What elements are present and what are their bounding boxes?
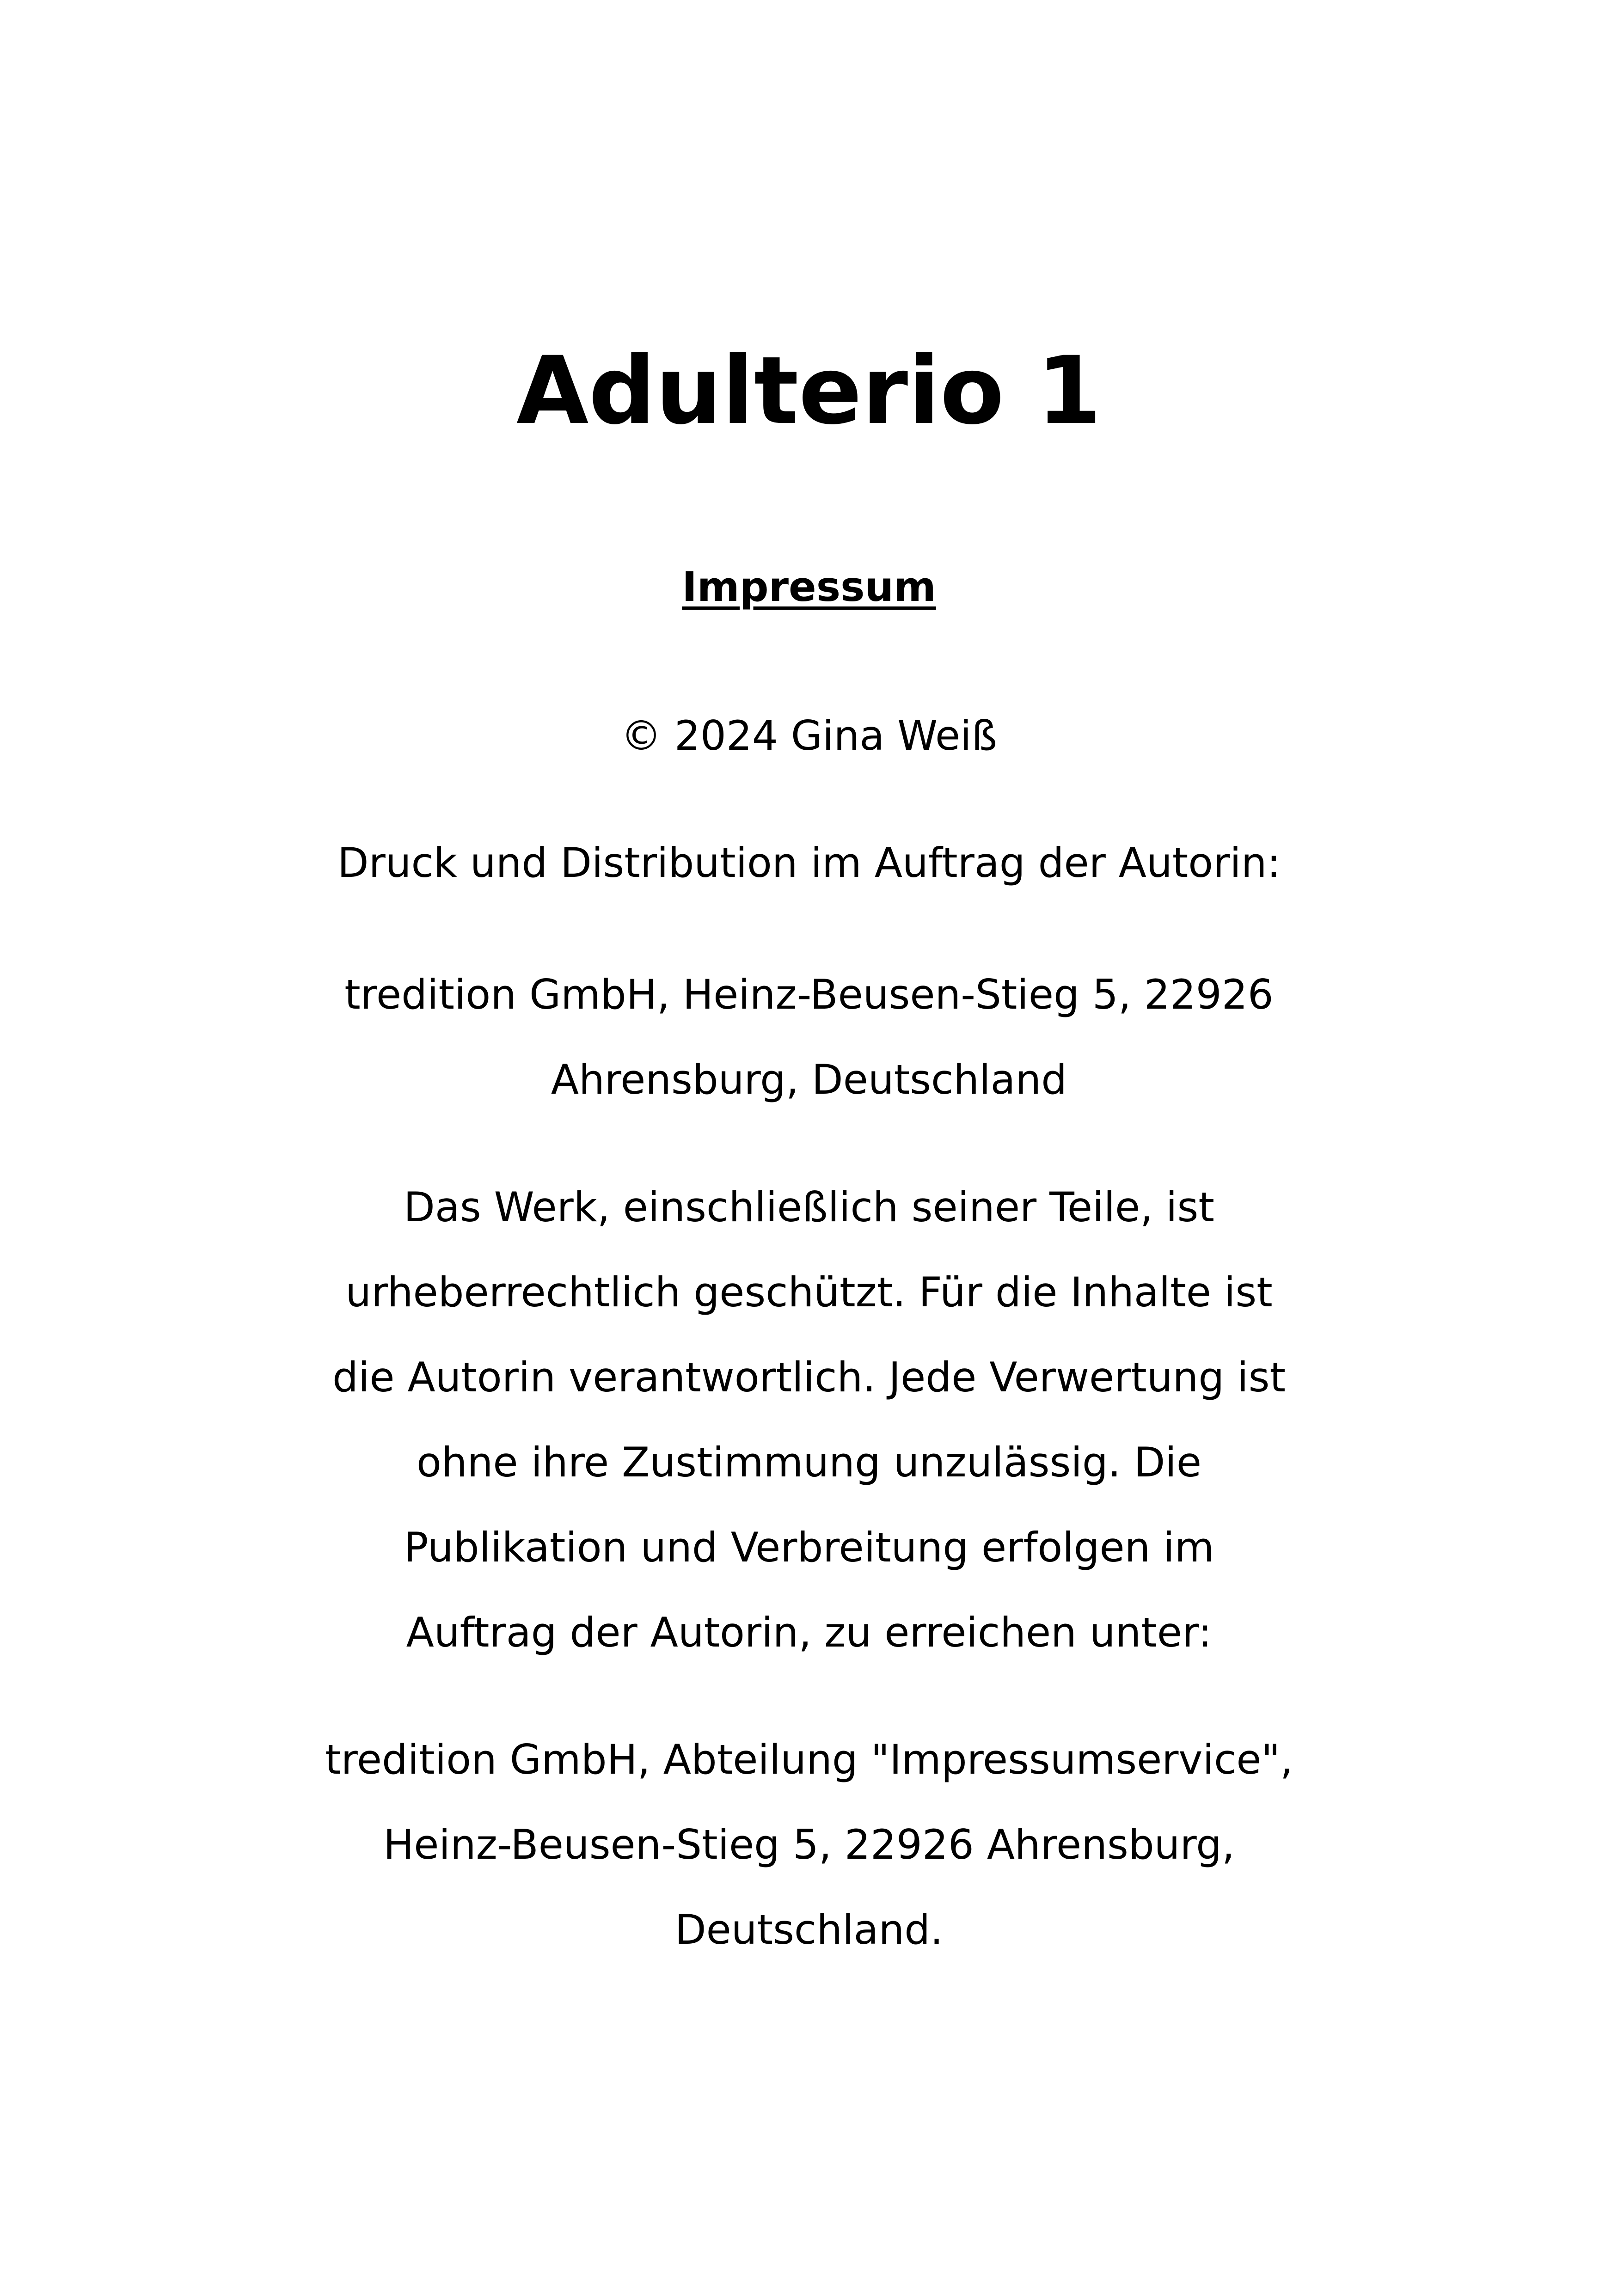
copyright-notice [259, 693, 1359, 778]
contact-line-2: Heinz-Beusen-Stieg 5, 22926 Ahrensburg, [383, 1821, 1235, 1868]
rights-line-1: Das Werk, einschließlich seiner Teile, ist [404, 1183, 1214, 1231]
rights-line-3: die Autorin verantwortlich. Jede Verwertung ist [332, 1353, 1286, 1401]
copyright-line: © 2024 Gina Weiß [620, 712, 998, 759]
publisher-address [259, 952, 1359, 1122]
rights-line-6: Auftrag der Autorin, zu erreichen unter: [406, 1609, 1212, 1656]
print-distribution-note [259, 820, 1359, 906]
imprint-service-contact [259, 1717, 1359, 1972]
rights-statement [259, 1165, 1359, 1675]
rights-line-2: urheberrechtlich geschützt. Für die Inhalte ist [345, 1268, 1273, 1316]
contact-line-1: tredition GmbH, Abteilung "Impressumservice", [325, 1736, 1293, 1783]
address-line-2: Ahrensburg, Deutschland [551, 1056, 1067, 1103]
rights-line-4: ohne ihre Zustimmung unzulässig. Die [417, 1439, 1201, 1486]
address-line-1: tredition GmbH, Heinz-Beusen-Stieg 5, 22926 [344, 971, 1274, 1018]
rights-line-5: Publikation und Verbreitung erfolgen im [404, 1524, 1214, 1571]
imprint-heading: Impressum [682, 563, 936, 611]
book-title: Adulterio 1 [516, 336, 1102, 445]
contact-line-3: Deutschland. [674, 1906, 944, 1953]
print-note-line: Druck und Distribution im Auftrag der Autorin: [337, 839, 1281, 887]
